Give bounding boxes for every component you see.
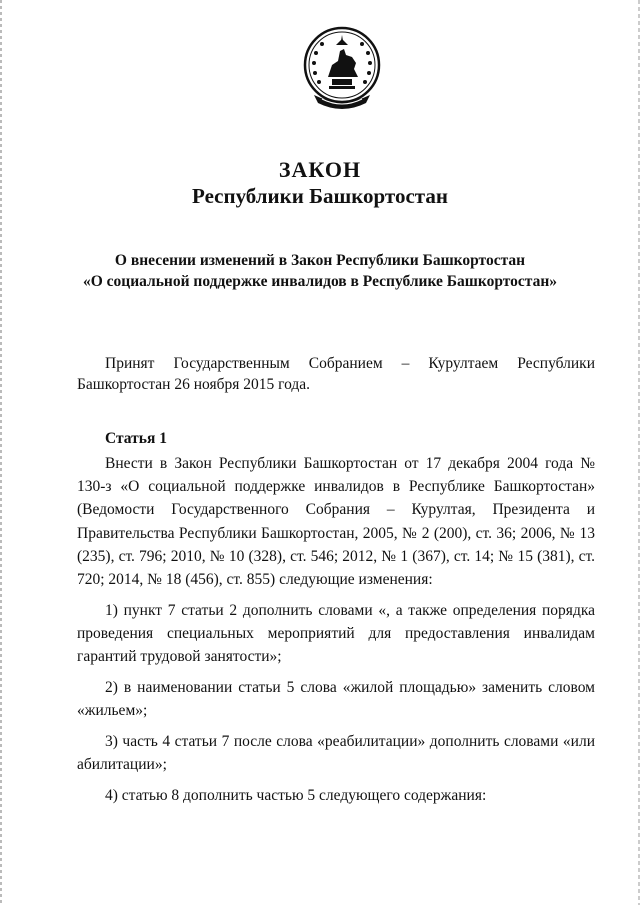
scan-edge-left bbox=[0, 0, 2, 905]
law-subject-line-1: О внесении изменений в Закон Республики Башкортостан bbox=[114, 252, 526, 269]
adoption-statement bbox=[77, 353, 595, 395]
law-subject bbox=[60, 250, 580, 292]
paragraph: Внести в Закон Республики Башкортостан от 17 декабря 2004 года № 130-з «О социальной поддержке инвалидов в Республике Башкортостан» (Ведомости Государственного Собрания – Курултая, Президента и Правительства Республики Башкортостан, 2005, № 2 (200), ст. 36; 2006, № 13 (235), ст. 796; 2010, № 10 (328), ст. 546; 2012, № 1 (367), ст. 14; № 15 (381), ст. 720; 2014, № 18 (456), ст. 855) следующие изменения: bbox=[77, 455, 595, 589]
adoption-line-2: Башкортостан 26 ноября 2015 года. bbox=[77, 376, 311, 393]
article-body bbox=[77, 452, 595, 815]
document-title: ЗАКОН bbox=[278, 157, 362, 182]
paragraph: 2) в наименовании статьи 5 слова «жилой площадью» заменить словом «жильем»; bbox=[77, 679, 595, 720]
coat-of-arms-icon bbox=[302, 25, 382, 129]
article-heading: Статья 1 bbox=[105, 430, 167, 447]
paragraph: 3) часть 4 статьи 7 после слова «реабилитации» дополнить словами «или абилитации»; bbox=[77, 733, 595, 774]
document-subtitle: Республики Башкортостан bbox=[192, 184, 448, 208]
law-subject-line-2: «О социальной поддержке инвалидов в Республике Башкортостан» bbox=[82, 273, 558, 290]
paragraph: 1) пункт 7 статьи 2 дополнить словами «, а также определения порядка проведения специальных мероприятий для предоставления инвалидам гарантий трудовой занятости»; bbox=[77, 601, 595, 666]
adoption-line-1: Принят Государственным Собранием – Курултаем Республики bbox=[105, 355, 595, 372]
paragraph: 4) статью 8 дополнить частью 5 следующего содержания: bbox=[105, 787, 487, 805]
